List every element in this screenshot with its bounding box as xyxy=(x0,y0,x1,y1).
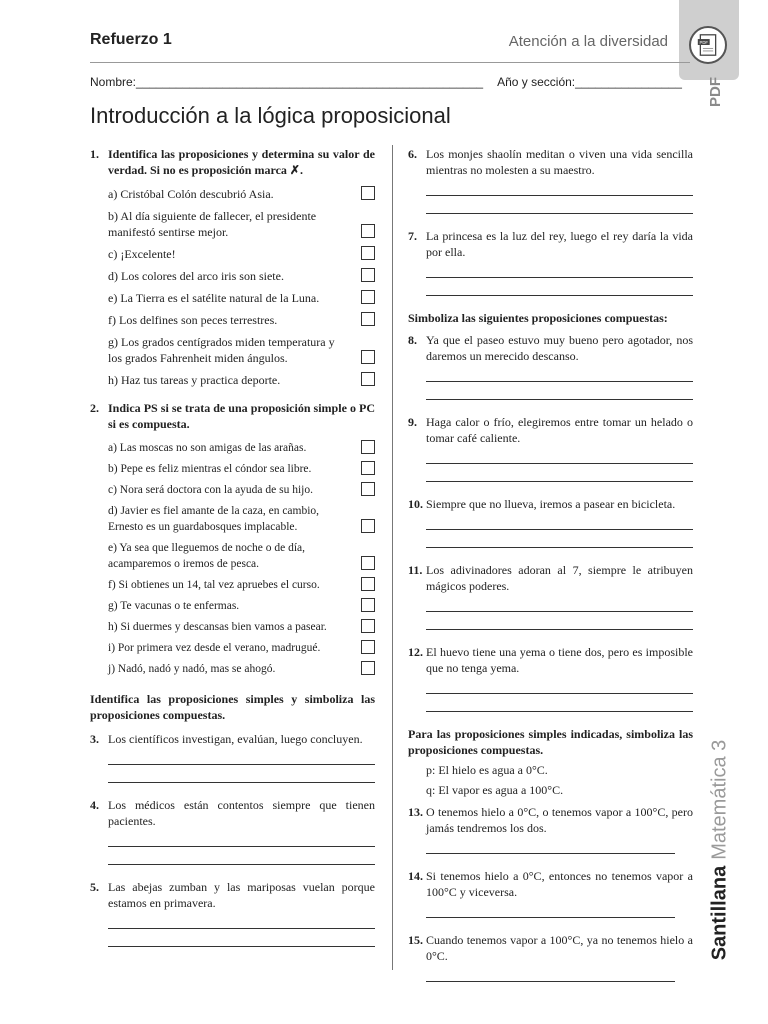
answer-line[interactable] xyxy=(426,446,693,464)
worksheet-type: Refuerzo 1 xyxy=(90,31,172,48)
list-item: g) Los grados centígrados miden temperatura y los grados Fahrenheit miden ángulos. xyxy=(108,334,375,366)
answer-line[interactable] xyxy=(426,836,675,854)
proposition-q: q: El vapor es agua a 100°C. xyxy=(426,783,564,797)
section-field[interactable]: ________________ xyxy=(575,75,682,89)
question-7: 7. La princesa es la luz del rey, luego el rey daría la vida por ella. xyxy=(408,229,693,259)
answer-line[interactable] xyxy=(108,847,375,865)
answer-checkbox[interactable] xyxy=(361,312,375,326)
answer-checkbox[interactable] xyxy=(361,224,375,238)
svg-text:PDF: PDF xyxy=(699,40,708,46)
list-item: j) Nadó, nadó y nadó, mas se ahogó. xyxy=(108,661,375,677)
brand-name: Santillana xyxy=(708,865,731,961)
left-column xyxy=(90,146,375,947)
list-item: d) Javier es fiel amante de la caza, en cambio, Ernesto es un guardabosques implacable. xyxy=(108,503,375,535)
answer-line[interactable] xyxy=(426,964,675,982)
pdf-label: PDF xyxy=(707,77,724,107)
subject-name: Matemática 3 xyxy=(708,739,731,860)
name-row xyxy=(90,75,690,89)
question-3: 3. Los científicos investigan, evalúan, luego concluyen. xyxy=(90,732,363,746)
answer-line[interactable] xyxy=(426,512,693,530)
section-label: Año y sección: xyxy=(497,75,576,89)
answer-line[interactable] xyxy=(108,929,375,947)
answer-checkbox[interactable] xyxy=(361,598,375,612)
list-item: c) ¡Excelente! xyxy=(108,246,375,262)
list-item: d) Los colores del arco iris son siete. xyxy=(108,268,375,284)
answer-line[interactable] xyxy=(426,260,693,278)
answer-line[interactable] xyxy=(426,178,693,196)
answer-checkbox[interactable] xyxy=(361,556,375,570)
name-label: Nombre: xyxy=(90,75,137,89)
list-item: h) Haz tus tareas y practica deporte. xyxy=(108,372,375,388)
question-13: 13. O tenemos hielo a 0°C, o tenemos vapor a 100°C, pero jamás tendremos los dos. xyxy=(408,805,693,835)
answer-line[interactable] xyxy=(426,530,693,548)
answer-line[interactable] xyxy=(108,829,375,847)
name-field[interactable]: ____________________________________________________ xyxy=(136,75,484,89)
question-14: 14. Si tenemos hielo a 0°C, entonces no tenemos vapor a 100°C y viceversa. xyxy=(408,869,693,899)
question-5: 5. Las abejas zumban y las mariposas vuelan porque estamos en primavera. xyxy=(90,880,375,910)
question-6: 6. Los monjes shaolín meditan o viven una vida sencilla mientras no molesten a su maestro. xyxy=(408,147,693,177)
answer-checkbox[interactable] xyxy=(361,186,375,200)
answer-checkbox[interactable] xyxy=(361,268,375,282)
question-15: 15. Cuando tenemos vapor a 100°C, ya no tenemos hielo a 0°C. xyxy=(408,933,693,963)
list-item: e) La Tierra es el satélite natural de la Luna. xyxy=(108,290,375,306)
answer-line[interactable] xyxy=(426,364,693,382)
list-item: b) Al día siguiente de fallecer, el presidente manifestó sentirse mejor. xyxy=(108,208,375,240)
answer-checkbox[interactable] xyxy=(361,519,375,533)
answer-line[interactable] xyxy=(426,464,693,482)
list-item: b) Pepe es feliz mientras el cóndor sea libre. xyxy=(108,461,375,477)
question-2-items xyxy=(108,440,375,677)
answer-line[interactable] xyxy=(426,196,693,214)
answer-line[interactable] xyxy=(426,278,693,296)
answer-checkbox[interactable] xyxy=(361,246,375,260)
column-divider xyxy=(392,145,393,970)
list-item: f) Los delfines son peces terrestres. xyxy=(108,312,375,328)
section-heading: Para las proposiciones simples indicadas, simboliza las proposiciones compuestas. xyxy=(408,727,693,757)
question-11: 11. Los adivinadores adoran al 7, siempre le atribuyen mágicos poderes. xyxy=(408,563,693,593)
list-item: a) Cristóbal Colón descubrió Asia. xyxy=(108,186,375,202)
answer-checkbox[interactable] xyxy=(361,577,375,591)
answer-checkbox[interactable] xyxy=(361,372,375,386)
question-8: 8. Ya que el paseo estuvo muy bueno pero agotador, nos daremos un merecido descanso. xyxy=(408,333,693,363)
answer-line[interactable] xyxy=(108,747,375,765)
list-item: a) Las moscas no son amigas de las arañas. xyxy=(108,440,375,456)
side-branding xyxy=(705,720,735,980)
page-title: Introducción a la lógica proposicional xyxy=(90,103,451,128)
answer-checkbox[interactable] xyxy=(361,640,375,654)
answer-checkbox[interactable] xyxy=(361,350,375,364)
list-item: h) Si duermes y descansas bien vamos a pasear. xyxy=(108,619,375,635)
answer-line[interactable] xyxy=(426,900,675,918)
question-4: 4. Los médicos están contentos siempre que tienen pacientes. xyxy=(90,798,375,828)
header-rule xyxy=(90,62,690,63)
header-subtitle: Atención a la diversidad xyxy=(508,33,668,50)
question-1: 1. Identifica las proposiciones y determina su valor de verdad. Si no es proposición marca ✗. xyxy=(90,147,375,177)
list-item: e) Ya sea que lleguemos de noche o de día, acamparemos o iremos de pesca. xyxy=(108,540,375,572)
answer-checkbox[interactable] xyxy=(361,290,375,304)
list-item: f) Si obtienes un 14, tal vez apruebes el curso. xyxy=(108,577,375,593)
list-item: c) Nora será doctora con la ayuda de su hijo. xyxy=(108,482,375,498)
answer-checkbox[interactable] xyxy=(361,661,375,675)
question-2: 2. Indica PS si se trata de una proposición simple o PC si es compuesta. xyxy=(90,401,375,431)
section-heading: Simboliza las siguientes proposiciones compuestas: xyxy=(408,311,668,325)
answer-line[interactable] xyxy=(426,676,693,694)
answer-line[interactable] xyxy=(426,594,693,612)
proposition-p: p: El hielo es agua a 0°C. xyxy=(426,763,548,777)
section-heading: Identifica las proposiciones simples y simboliza las proposiciones compuestas. xyxy=(90,692,375,722)
answer-line[interactable] xyxy=(108,911,375,929)
answer-line[interactable] xyxy=(426,382,693,400)
answer-checkbox[interactable] xyxy=(361,619,375,633)
answer-line[interactable] xyxy=(426,694,693,712)
answer-checkbox[interactable] xyxy=(361,440,375,454)
question-10: 10. Siempre que no llueva, iremos a pasear en bicicleta. xyxy=(408,497,676,511)
answer-checkbox[interactable] xyxy=(361,482,375,496)
answer-checkbox[interactable] xyxy=(361,461,375,475)
pdf-document-icon[interactable] xyxy=(689,26,727,64)
list-item: g) Te vacunas o te enfermas. xyxy=(108,598,375,614)
right-column xyxy=(408,146,693,982)
question-1-items xyxy=(108,186,375,388)
answer-line[interactable] xyxy=(426,612,693,630)
answer-line[interactable] xyxy=(108,765,375,783)
question-9: 9. Haga calor o frío, elegiremos entre tomar un helado o tomar café caliente. xyxy=(408,415,693,445)
question-12: 12. El huevo tiene una yema o tiene dos, pero es imposible que no tenga yema. xyxy=(408,645,693,675)
list-item: i) Por primera vez desde el verano, madrugué. xyxy=(108,640,375,656)
